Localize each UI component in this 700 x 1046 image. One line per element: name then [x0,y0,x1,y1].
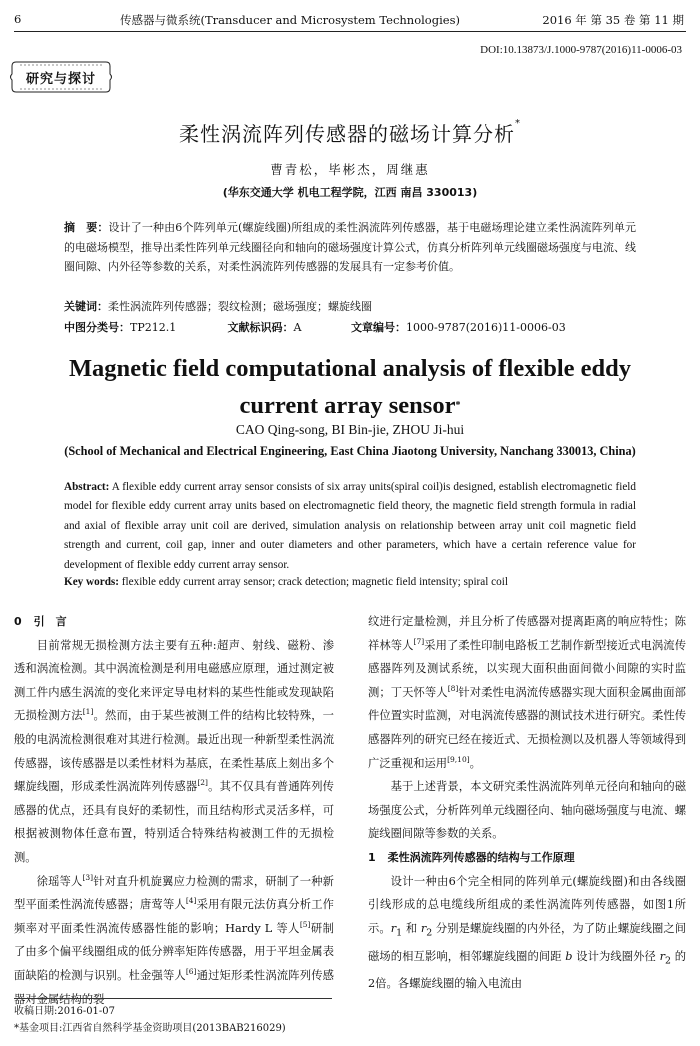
en-title: Magnetic field computational analysis of flexible eddy current array sensor* [68,355,632,419]
page-number: 6 [14,12,22,26]
section-1-heading: 1 柔性涡流阵列传感器的结构与工作原理 [368,850,575,864]
cn-affiliation: (华东交通大学 机电工程学院，江西 南昌 330013) [222,186,478,199]
footnote-fund: *基金项目:江西省自然科学基金资助项目(2013BAB216029) [14,1023,286,1034]
section-0-heading: 0 引 言 [14,615,67,628]
column-badge [8,56,114,98]
header-rule [14,31,686,32]
cn-classification: 中图分类号：TP212.1 文献标识码：A 文章编号：1000-9787(2016)11-0006-03 [64,321,566,334]
paragraph-continued: 纹进行定量检测，并且分析了传感器对提离距离的响应特性；陈祥林等人[7]采用了柔性印制电路板工艺制作新型接近式电涡流传感器阵列及测试系统，以实现大面积曲面间微小间隙的实时监测；丁天怀等人[8]针对柔性电涡流传感器实现大面积金属曲面部件位置实时监测，对电涡流传感器的测试技术进行研究。柔性传感器阵列的研究已经在接近式、无损检测以及机器人等领域得到广泛重视和运用[9,10]。 [368,615,686,770]
paragraph: 设计一种由6个完全相同的阵列单元(螺旋线圈)和由各线圈引线形成的总电缆线所组成的柔性涡流阵列传感器，如图1所示。$r_1$ 和 $r_2$ 分别是螺旋线圈的内外径，为了防止螺旋线圈之间磁场的相互影响，相邻螺旋线圈的间距 b 设计为线圈外径 $r_2$ 的2倍。各螺旋线圈的输入电流由 [368,874,687,991]
cn-authors: 曹青松，毕彬杰，周继惠 [270,162,430,177]
en-affiliation: (School of Mechanical and Electrical Engineering, East China Jiaotong University, Nanchang 330013, China) [64,444,636,458]
body-left-column [14,610,334,1011]
issue-info: 2016 年 第 35 卷 第 11 期 [542,13,684,27]
en-keywords: Key words: flexible eddy current array sensor; crack detection; magnetic field intensity; spiral coil [64,576,508,588]
cn-abstract: 摘 要：设计了一种由6个阵列单元(螺旋线圈)所组成的柔性涡流阵列传感器，基于电磁场理论建立柔性涡流阵列单元的电磁场模型，推导出柔性阵列单元线圈径向和轴向的磁场强度计算公式，仿真分析阵列单元线圈磁场强度与电流、线圈间隙、内外径等参数的关系，对柔性涡流阵列传感器的发展具有一定参考价值。 [64,221,637,273]
journal-name: 传感器与微系统(Transducer and Microsystem Technologies) [120,13,460,27]
cn-title: 柔性涡流阵列传感器的磁场计算分析* [179,118,521,146]
footnote-received: 收稿日期:2016-01-07 [14,1006,116,1017]
cn-keywords: 关键词：柔性涡流阵列传感器；裂纹检测；磁场强度；螺旋线圈 [64,300,372,313]
paragraph: 徐瑶等人[3]针对直升机旋翼应力检测的需求，研制了一种新型平面柔性涡流传感器；唐莺等人[4]采用有限元法仿真分析工作频率对平面柔性涡流传感器性能的影响；Hardy L 等人[5]研制了由多个偏平线圈组成的低分辨率矩阵传感器，用于平坦金属表面缺陷的检测与识别。杜金强等人[6]通过矩形柔性涡流阵列传感器对金属结构的裂 [14,872,334,1006]
doi: DOI:10.13873/J.1000-9787(2016)11-0006-03 [480,44,682,56]
body-right-column [368,610,686,996]
paragraph: 基于上述背景，本文研究柔性涡流阵列单元径向和轴向的磁场强度公式，分析阵列单元线圈径向、轴向磁场强度与电流、螺旋线圈间隙等参数的关系。 [368,780,686,841]
footnote-rule [14,998,332,999]
paragraph: 目前常规无损检测方法主要有五种:超声、射线、磁粉、渗透和涡流检测。其中涡流检测是利用电磁感应原理，通过测定被测工件内感生涡流的变化来评定导电材料的某些性能或发现缺陷无损检测方法[1]。然而，由于某些被测工件的结构比较特殊，一般的电涡流检测很难对其进行检测。最近出现一种新型柔性涡流传感器，该传感器是以柔性材料为基底，在柔性基底上刻出多个螺旋线圈，形成柔性涡流阵列传感器[2]。其不仅具有普通阵列传感器的优点，还具有良好的柔韧性，而且结构形式灵活多样，可根据被测物体任意布置，特别适合特殊结构被测工件的无损检测。 [14,638,334,864]
badge-label: 研究与探讨 [25,72,96,87]
en-abstract: Abstract: A flexible eddy current array sensor consists of six array units(spiral coil)is designed, establish electromagnetic field model for flexible eddy current array units based on electromagnetic field theory, the magnetic field strength formula in radial and axial of flexible array unit coil are derived, simulation analysis on relationship between array unit coil magnetic field strength and current, coil gap, inner and outer diameters and other parameters, which have a certain reference value for development of flexible eddy current array sensor. [64,481,636,571]
en-authors: CAO Qing-song, BI Bin-jie, ZHOU Ji-hui [235,422,465,437]
